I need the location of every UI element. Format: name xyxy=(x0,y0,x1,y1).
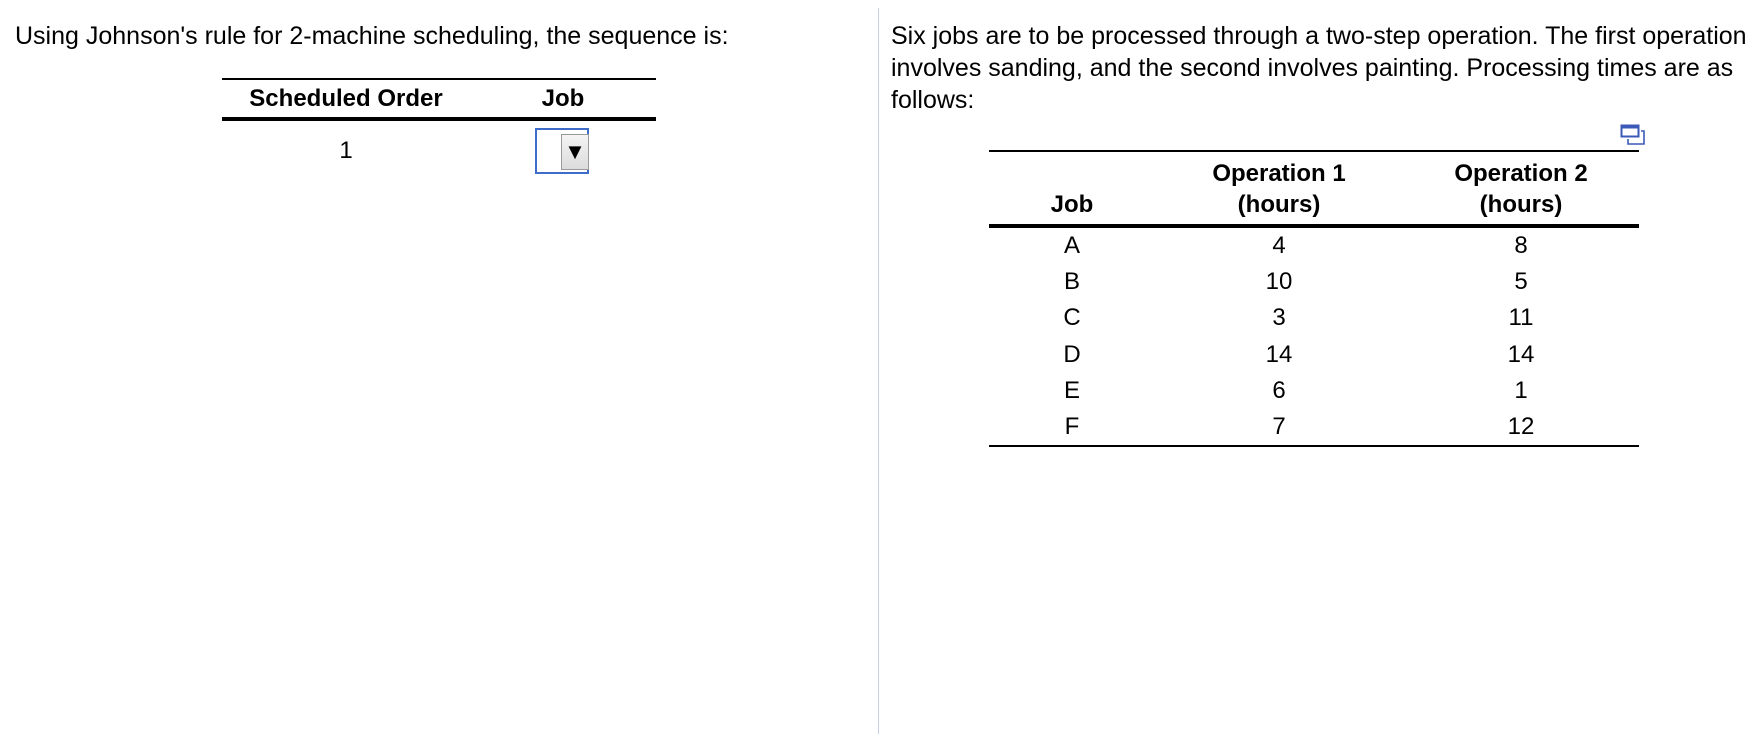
op1-cell: 3 xyxy=(1272,304,1286,332)
table-row xyxy=(989,373,1639,409)
job-cell: E xyxy=(1063,376,1080,404)
op1-cell: 6 xyxy=(1272,376,1286,404)
answer-table-header-row xyxy=(222,79,656,119)
table-row xyxy=(989,409,1639,446)
header-job-label: Job xyxy=(1050,191,1094,218)
job-cell: A xyxy=(1063,232,1080,260)
op2-cell: 11 xyxy=(1508,304,1534,332)
header-operation-2 xyxy=(1403,151,1639,226)
data-table-header-row xyxy=(989,151,1639,226)
header-op1-line1: Operation 1 xyxy=(1212,160,1346,187)
question-text: Using Johnson's rule for 2-machine scheduling, the sequence is: xyxy=(15,22,729,50)
chevron-down-icon[interactable]: ▼ xyxy=(561,134,589,170)
header-op1-line2: (hours) xyxy=(1237,191,1321,218)
op2-cell: 14 xyxy=(1507,340,1535,368)
header-operation-1 xyxy=(1155,151,1403,226)
scheduled-order-cell: 1 xyxy=(339,137,353,164)
table-row xyxy=(989,226,1639,264)
table-row xyxy=(222,119,656,181)
header-op2-line2: (hours) xyxy=(1479,191,1563,218)
job-select-cell xyxy=(470,119,656,181)
table-row xyxy=(989,300,1639,336)
op2-cell: 8 xyxy=(1514,232,1528,260)
op1-cell: 10 xyxy=(1265,268,1293,296)
table-row xyxy=(989,264,1639,300)
job-cell: B xyxy=(1063,268,1080,296)
op2-cell: 5 xyxy=(1514,268,1528,296)
op1-cell: 14 xyxy=(1265,340,1293,368)
processing-times-table xyxy=(989,150,1639,447)
op2-cell: 12 xyxy=(1403,409,1639,446)
job-cell: F xyxy=(989,409,1155,446)
op1-cell: 4 xyxy=(1272,232,1286,260)
job-dropdown[interactable] xyxy=(535,128,589,174)
job-cell: D xyxy=(1063,340,1081,368)
header-scheduled-order: Scheduled Order xyxy=(222,79,470,119)
right-pane xyxy=(879,0,1752,734)
op2-cell: 1 xyxy=(1514,376,1528,404)
table-row xyxy=(989,337,1639,373)
header-op2-line1: Operation 2 xyxy=(1454,160,1588,187)
header-job xyxy=(989,151,1155,226)
answer-table xyxy=(222,78,656,181)
header-job: Job xyxy=(470,79,656,119)
job-cell: C xyxy=(1063,304,1081,332)
copy-icon[interactable] xyxy=(1620,124,1646,146)
problem-text: Six jobs are to be processed through a two-step operation. The first operation involves sanding, and the second involves painting. Processing times are as follows: xyxy=(891,22,1747,114)
op1-cell: 7 xyxy=(1155,409,1403,446)
